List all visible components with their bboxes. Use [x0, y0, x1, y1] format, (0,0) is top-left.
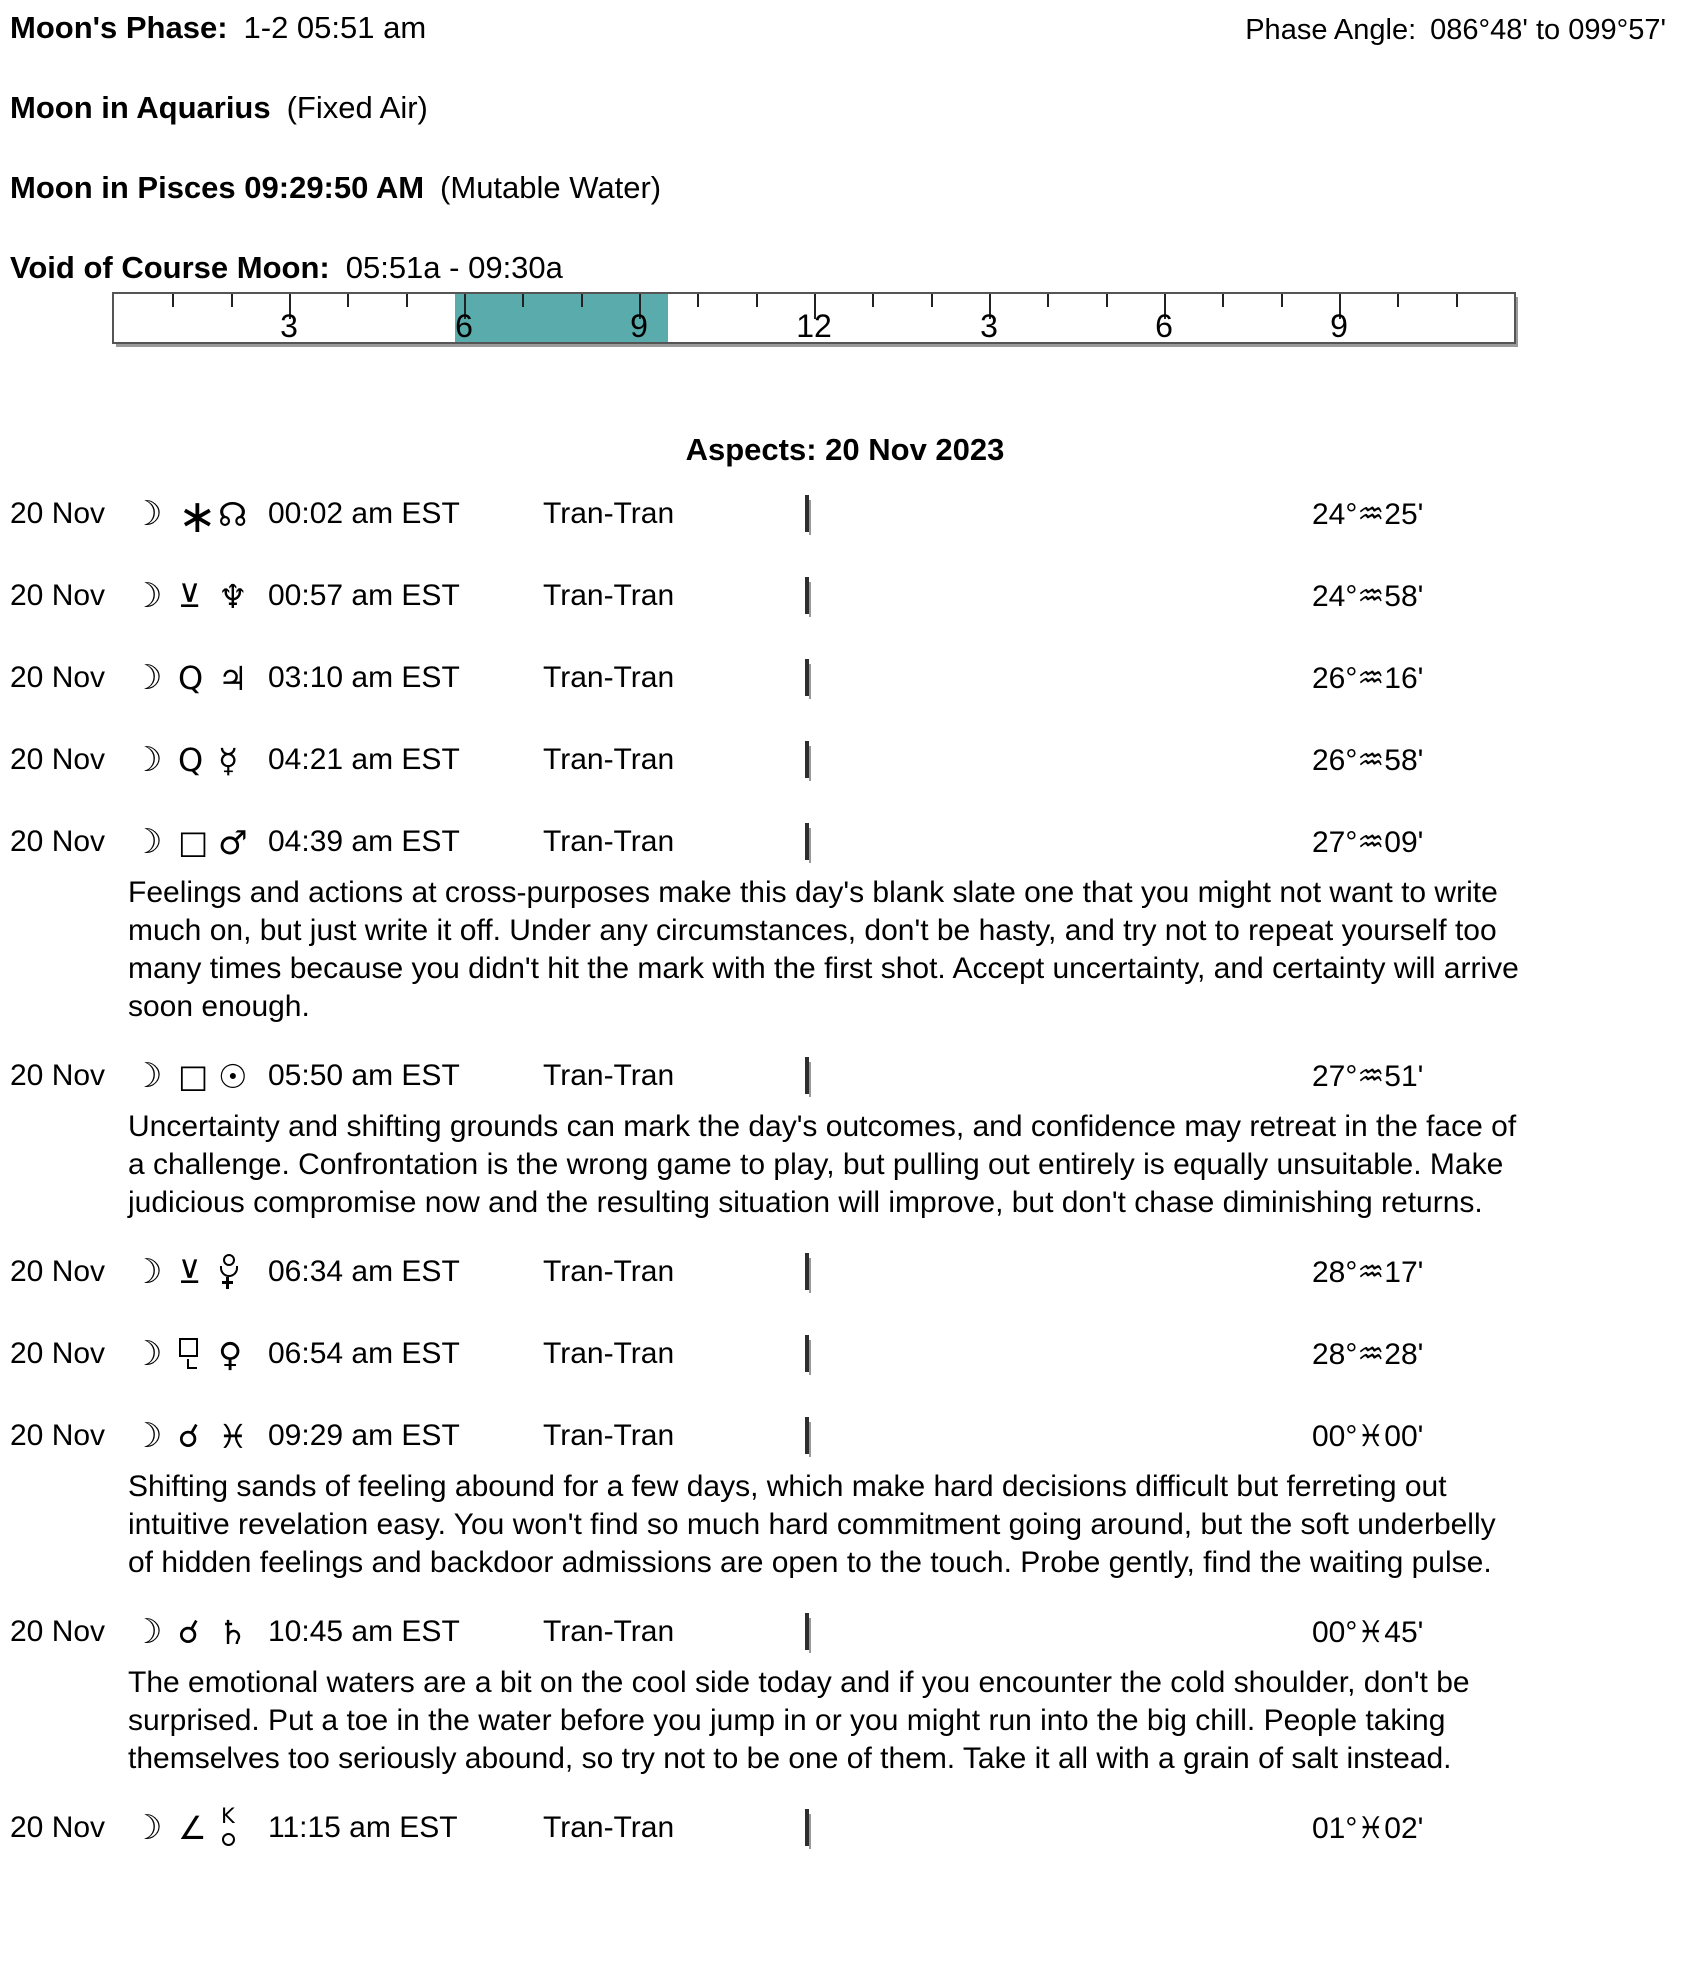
- moon-sign-1-quality: (Fixed Air): [286, 90, 428, 125]
- venus-icon: ♀: [218, 1334, 243, 1374]
- aspect-time: 06:54 am EST: [268, 1337, 460, 1370]
- aspect-time: 06:34 am EST: [268, 1255, 460, 1288]
- aspect-degree: 24°♒25': [1312, 497, 1424, 531]
- aspect-row: [0, 1414, 1690, 1458]
- aspect-date: 20 Nov: [10, 661, 106, 694]
- aspect-type: Tran-Tran: [543, 1419, 675, 1452]
- moon-icon: ☽: [132, 740, 163, 780]
- moons-phase-value: 1-2 05:51 am: [243, 10, 427, 45]
- orb-bar: [805, 741, 809, 778]
- orb-bar-cell: [805, 1255, 1300, 1289]
- semisquare-icon: ∠: [178, 1809, 207, 1847]
- aspect-type: Tran-Tran: [543, 579, 675, 612]
- quintile-icon: Q: [178, 659, 204, 697]
- phase-angle-label: Phase Angle:: [1245, 14, 1417, 46]
- aspect-type: Tran-Tran: [543, 1337, 675, 1370]
- aspect-type: Tran-Tran: [543, 661, 675, 694]
- aspect-degree: 26°♒58': [1312, 743, 1424, 777]
- moon-sign-1: Moon in Aquarius: [10, 90, 271, 125]
- aspect-row: [0, 1250, 1690, 1294]
- moon-icon: ☽: [132, 822, 163, 862]
- moons-phase-label: Moon's Phase:: [10, 10, 228, 45]
- aspect-date: 20 Nov: [10, 743, 106, 776]
- phase-angle-line: [1245, 14, 1666, 47]
- jupiter-icon: ♃: [218, 658, 248, 698]
- aspect-degree: 01°♓02': [1312, 1811, 1424, 1845]
- moon-sign-line-1: [10, 90, 428, 126]
- hour-tick: [872, 294, 874, 307]
- square-icon: □: [178, 823, 209, 861]
- hour-label: 9: [630, 308, 648, 344]
- hour-tick: [1281, 294, 1283, 307]
- moons-phase-line: [10, 10, 426, 46]
- hour-label: 3: [280, 308, 298, 344]
- saturn-icon: ♄: [218, 1612, 248, 1652]
- orb-bar-cell: [805, 579, 1300, 613]
- aspect-degree: 27°♒51': [1312, 1059, 1424, 1093]
- aspect-row: [0, 1054, 1690, 1098]
- aspects-title: Aspects: 20 Nov 2023: [685, 432, 1005, 467]
- phase-angle-value: 086°48' to 099°57': [1430, 14, 1666, 46]
- orb-bar: [805, 1253, 809, 1290]
- hour-label: 12: [796, 308, 832, 344]
- moon-icon: ☽: [132, 494, 163, 534]
- semisextile-icon: ⊻: [178, 1253, 202, 1291]
- moon-icon: ☽: [132, 1808, 163, 1848]
- neptune-icon: ♆: [218, 576, 248, 616]
- aspect-type: Tran-Tran: [543, 1255, 675, 1288]
- moon-icon: ☽: [132, 1056, 163, 1096]
- hour-label: 9: [1330, 308, 1348, 344]
- mercury-icon: ☿: [218, 740, 239, 780]
- aspect-type: Tran-Tran: [543, 1811, 675, 1844]
- aspect-degree: 27°♒09': [1312, 825, 1424, 859]
- orb-bar-cell: [805, 1337, 1300, 1371]
- orb-bar-cell: [805, 497, 1300, 531]
- moon-icon: ☽: [132, 576, 163, 616]
- chiron-icon: [218, 1808, 240, 1848]
- hour-tick: [347, 294, 349, 307]
- aspect-type: Tran-Tran: [543, 825, 675, 858]
- aspect-row: [0, 1610, 1690, 1654]
- aspects-section: [0, 432, 1690, 1850]
- orb-bar-cell: [805, 825, 1300, 859]
- aspect-time: 05:50 am EST: [268, 1059, 460, 1092]
- moon-icon: ☽: [132, 1252, 163, 1292]
- orb-bar-cell: [805, 743, 1300, 777]
- hour-tick: [1047, 294, 1049, 307]
- aspect-degree: 26°♒16': [1312, 661, 1424, 695]
- pisces-ingress-icon: ♓: [218, 1416, 248, 1456]
- aspect-date: 20 Nov: [10, 1615, 106, 1648]
- void-timeline-ruler: [112, 292, 1516, 344]
- hour-tick: [1222, 294, 1224, 307]
- aspect-date: 20 Nov: [10, 1255, 106, 1288]
- aspect-time: 03:10 am EST: [268, 661, 460, 694]
- orb-bar: [805, 577, 809, 614]
- aspect-time: 09:29 am EST: [268, 1419, 460, 1452]
- aspect-type: Tran-Tran: [543, 1615, 675, 1648]
- aspect-degree: 28°♒28': [1312, 1337, 1424, 1371]
- mars-icon: ♂: [218, 822, 248, 862]
- orb-bar: [805, 823, 809, 860]
- orb-bar: [805, 1417, 809, 1454]
- hour-tick: [756, 294, 758, 307]
- void-of-course-value: 05:51a - 09:30a: [345, 250, 563, 285]
- hour-tick: [1456, 294, 1458, 307]
- moon-sign-line-2: [10, 170, 661, 206]
- north-node-icon: ☊: [218, 494, 248, 534]
- aspect-degree: 00°♓45': [1312, 1615, 1424, 1649]
- aspect-time: 04:39 am EST: [268, 825, 460, 858]
- void-of-course-label: Void of Course Moon:: [10, 250, 330, 285]
- aspect-time: 11:15 am EST: [268, 1811, 458, 1844]
- hour-tick: [697, 294, 699, 307]
- square-icon: □: [178, 1057, 209, 1095]
- moon-icon: ☽: [132, 1334, 163, 1374]
- conjunction-icon: ☌: [178, 1417, 200, 1455]
- aspect-type: Tran-Tran: [543, 1059, 675, 1092]
- aspect-date: 20 Nov: [10, 1337, 106, 1370]
- sun-icon: ☉: [218, 1056, 248, 1096]
- orb-bar-cell: [805, 661, 1300, 695]
- hour-label: 6: [1155, 308, 1173, 344]
- void-of-course-line: [10, 250, 563, 286]
- moon-sign-2-quality: (Mutable Water): [440, 170, 662, 205]
- orb-bar: [805, 1335, 809, 1372]
- pluto-icon: [218, 1253, 240, 1291]
- hour-tick: [1106, 294, 1108, 307]
- aspect-type: Tran-Tran: [543, 743, 675, 776]
- aspect-date: 20 Nov: [10, 825, 106, 858]
- orb-bar-cell: [805, 1811, 1300, 1845]
- orb-bar: [805, 495, 809, 532]
- moon-icon: ☽: [132, 658, 163, 698]
- aspect-row: 20 Nov ☽ ∗ ☊ 00:02 am EST Tran-Tran 24°♒25': [0, 492, 1690, 536]
- aspect-degree: 24°♒58': [1312, 579, 1424, 613]
- aspect-degree: 28°♒17': [1312, 1255, 1424, 1289]
- aspect-row: [0, 1332, 1690, 1376]
- aspect-date: 20 Nov: [10, 1419, 106, 1452]
- moon-sign-2: Moon in Pisces 09:29:50 AM: [10, 170, 425, 205]
- aspect-time: 00:02 am EST: [268, 497, 460, 530]
- aspect-degree: 00°♓00': [1312, 1419, 1424, 1453]
- aspect-type: Tran-Tran: [543, 497, 675, 530]
- orb-bar-cell: [805, 1615, 1300, 1649]
- conjunction-icon: ☌: [178, 1613, 200, 1651]
- hour-tick: [406, 294, 408, 307]
- moon-icon: ☽: [132, 1612, 163, 1652]
- semisextile-icon: ⊻: [178, 577, 202, 615]
- hour-label: 3: [980, 308, 998, 344]
- hour-tick: [1397, 294, 1399, 307]
- orb-bar-cell: [805, 1059, 1300, 1093]
- hour-tick: [581, 294, 583, 307]
- aspect-time: 00:57 am EST: [268, 579, 460, 612]
- hour-label: 6: [455, 308, 473, 344]
- aspect-time: 10:45 am EST: [268, 1615, 460, 1648]
- orb-bar: [805, 1809, 809, 1846]
- aspect-note: Uncertainty and shifting grounds can mark the day's outcomes, and confidence may retreat in the face of a challenge. Confrontation is the wrong game to play, but pulling out entirely is equally unsuitable. Make judicious compromise now and the resulting situation will improve, but don't chase diminishing returns.: [128, 1110, 1517, 1219]
- aspect-note: Feelings and actions at cross-purposes make this day's blank slate one that you might not want to write much on, but just write it off. Under any circumstances, don't be hasty, and try not to repeat yourself too many times because you didn't hit the mark with the first shot. Accept uncertainty, and certainty will arrive soon enough.: [128, 876, 1519, 1023]
- quintile-icon: Q: [178, 741, 204, 779]
- aspect-date: 20 Nov: [10, 1059, 106, 1092]
- hour-tick: [931, 294, 933, 307]
- orb-bar: [805, 1613, 809, 1650]
- aspect-row: [0, 820, 1690, 864]
- orb-bar: [805, 1057, 809, 1094]
- aspect-note: The emotional waters are a bit on the cool side today and if you encounter the cold shoulder, don't be surprised. Put a toe in the water before you jump in or you might run into the big chill. People taking themselves too seriously abound, so try not to be one of them. Take it all with a grain of salt instead.: [128, 1666, 1470, 1775]
- aspect-row: [0, 738, 1690, 782]
- aspect-date: 20 Nov: [10, 497, 106, 530]
- orb-bar-cell: [805, 1419, 1300, 1453]
- aspect-row: [0, 574, 1690, 618]
- aspect-note: Shifting sands of feeling abound for a few days, which make hard decisions difficult but ferreting out intuitive revelation easy. You won't find so much hard commitment going around, but the soft underbelly of hidden feelings and backdoor admissions are open to the touch. Probe gently, find the waiting pulse.: [128, 1470, 1496, 1579]
- aspect-date: 20 Nov: [10, 1811, 106, 1844]
- orb-bar: [805, 659, 809, 696]
- aspects-list: [0, 489, 1690, 1850]
- aspect-row: [0, 1806, 1690, 1850]
- aspect-row: [0, 656, 1690, 700]
- aspect-time: 04:21 am EST: [268, 743, 460, 776]
- aspect-date: 20 Nov: [10, 579, 106, 612]
- moon-icon: ☽: [132, 1416, 163, 1456]
- hour-tick: [172, 294, 174, 307]
- sesquiquadrate-icon: [178, 1335, 202, 1373]
- hour-tick: [231, 294, 233, 307]
- hour-tick: [522, 294, 524, 307]
